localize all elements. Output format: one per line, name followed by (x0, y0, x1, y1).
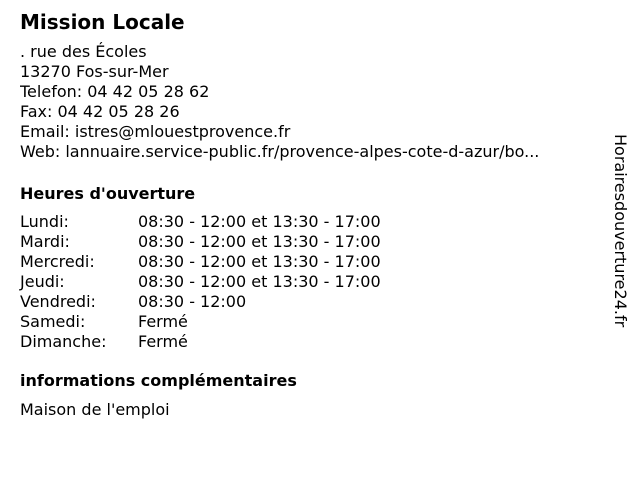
day-hours: 08:30 - 12:00 et 13:30 - 17:00 (138, 232, 381, 251)
hours-row-monday (20, 212, 381, 232)
day-label: Dimanche: (20, 332, 107, 351)
site-watermark: Horairesdouverture24.fr (611, 134, 630, 328)
email-line[interactable]: Email: istres@mlouestprovence.fr (20, 122, 291, 141)
additional-info-heading: informations complémentaires (20, 371, 297, 390)
day-hours: Fermé (138, 332, 188, 351)
web-line[interactable]: Web: lannuaire.service-public.fr/provence-alpes-cote-d-azur/bo... (20, 142, 540, 161)
fax-line: Fax: 04 42 05 28 26 (20, 102, 180, 121)
listing-card (20, 10, 600, 420)
address-street: . rue des Écoles (20, 42, 147, 61)
day-label: Lundi: (20, 212, 69, 231)
day-hours: 08:30 - 12:00 et 13:30 - 17:00 (138, 252, 381, 271)
day-hours: 08:30 - 12:00 et 13:30 - 17:00 (138, 212, 381, 231)
hours-row-saturday (20, 312, 381, 332)
opening-hours-table (20, 212, 381, 352)
day-label: Mercredi: (20, 252, 95, 271)
day-label: Jeudi: (20, 272, 65, 291)
opening-hours-heading: Heures d'ouverture (20, 184, 196, 203)
day-hours: 08:30 - 12:00 et 13:30 - 17:00 (138, 272, 381, 291)
day-hours: 08:30 - 12:00 (138, 292, 247, 311)
address-city: 13270 Fos-sur-Mer (20, 62, 169, 81)
hours-row-thursday (20, 272, 381, 292)
listing-title: Mission Locale (20, 10, 185, 34)
hours-row-tuesday (20, 232, 381, 252)
phone-line: Telefon: 04 42 05 28 62 (20, 82, 210, 101)
day-label: Vendredi: (20, 292, 96, 311)
additional-info-text: Maison de l'emploi (20, 400, 170, 419)
contact-block (20, 42, 600, 162)
day-hours: Fermé (138, 312, 188, 331)
hours-row-wednesday (20, 252, 381, 272)
hours-row-sunday (20, 332, 381, 352)
hours-row-friday (20, 292, 381, 312)
day-label: Samedi: (20, 312, 86, 331)
day-label: Mardi: (20, 232, 70, 251)
